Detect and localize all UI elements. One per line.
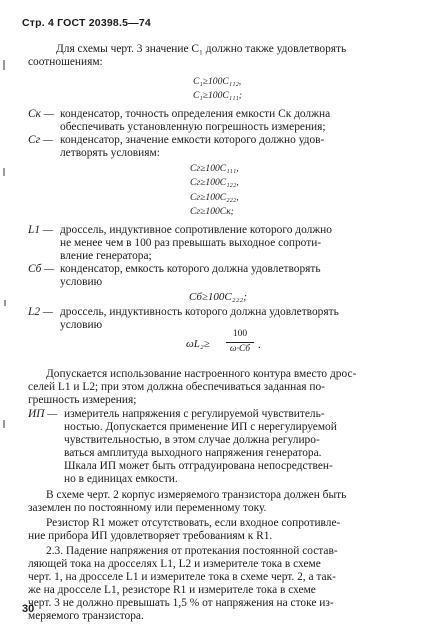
text-line: грешность измерения; [28,394,137,406]
text-line: Допускается использование настроенного контура вместо дрос- [46,368,357,380]
scan-mark [3,60,5,70]
term-cb: Cб — [28,263,55,275]
scan-mark [3,168,5,176]
text-line: конденсатор, точность определения емкости Cк должна [60,108,331,120]
fraction-bar [226,342,254,343]
formula: Cг≥100C₁₂₂, [190,177,239,188]
text-line: вление генератора; [60,250,152,262]
text-line: же на дросселе L1, резисторе R1 и измерителе тока в схеме [28,584,316,596]
text-line: условию [60,276,103,288]
term-l1: L1 — [28,224,54,236]
text-line: ваться амплитуда выходного напряжения генератора. [64,447,322,459]
text-line: 2.3. Падение напряжения от протекания постоянной состав- [46,545,338,557]
text-line: дроссель, индуктивное сопротивление которого должно [60,224,332,236]
text-line: заземлен по постоянному или переменному току. [28,502,267,514]
term-l2: L2 — [28,306,54,318]
formula: C₁≥100C₁₁₁; [193,90,242,101]
text-line: не менее чем в 100 раз превышать выходное сопроти- [60,237,322,249]
text-line: Резистор R1 может отсутствовать, если входное сопротивле- [46,517,341,529]
text-line: дроссель, индуктивность которого должна удовлетворять [60,306,339,318]
text-line: селей L1 и L2; при этом должна обеспечиваться заданная по- [28,381,325,393]
text-line: конденсатор, значение емкости которого должно удов- [60,134,325,146]
text-line: измеритель напряжения с регулируемой чувствитель- [64,408,325,420]
text-line: ляющей тока на дросселях L1, L2 и измерителе тока в схеме [28,558,321,570]
scan-mark [4,300,6,306]
formula: C₁≥100C₁₁₂, [193,76,242,87]
fraction-tail: . [258,339,261,351]
text-line: черт. 1, на дросселе L1 и измерителе тока в схеме черт. 2, а так- [28,571,336,583]
text-line: конденсатор, емкость которого должна удовлетворять [60,263,321,275]
text-line: обеспечивать установленную погрешность измерения; [60,121,326,133]
text-line: соотношениям: [28,56,103,68]
text-line: ние прибора ИП удовлетворяет требованиям к R1. [28,530,273,542]
text-line: Шкала ИП может быть отградуирована непосредствен- [64,460,333,472]
fraction-lhs: ωL₂≥ [186,338,210,350]
term-ck: Cк — [28,108,54,120]
text-line: ностью. Допускается применение ИП с нерегулируемой [64,421,337,433]
fraction-formula [186,331,366,361]
text-line: летворять условиям: [60,147,160,159]
page-header: Стр. 4 ГОСТ 20398.5—74 [22,17,151,29]
text-line: В схеме черт. 2 корпус измеряемого транзистора должен быть [46,489,347,501]
term-cg: Cг — [28,134,54,146]
text-line: меряемого транзистора. [28,610,144,622]
text-line: чувствительностью, в этом случае должна регулиро- [64,434,320,446]
text-line: но в единицах емкости. [64,473,178,485]
term-ip: ИП — [28,408,58,420]
fraction-denominator: ω·Cб [229,344,251,354]
formula: Cг≥100Cк; [190,206,234,217]
text-line: черт. 3 не должно превышать 1,5 % от напряжения на стоке из- [28,597,334,609]
formula: Cг≥100C₁₁₁, [190,163,239,174]
formula: Cб≥100C₂₂₂; [189,291,247,303]
text-line: Для схемы черт. 3 значение C₁ должно также удовлетворять [56,43,347,55]
fraction-numerator: 100 [232,329,248,339]
scan-mark [3,420,5,428]
text-line: условию [60,319,103,331]
page-number: 30 [22,603,35,615]
formula: Cг≥100C₂₂₂, [190,192,239,203]
